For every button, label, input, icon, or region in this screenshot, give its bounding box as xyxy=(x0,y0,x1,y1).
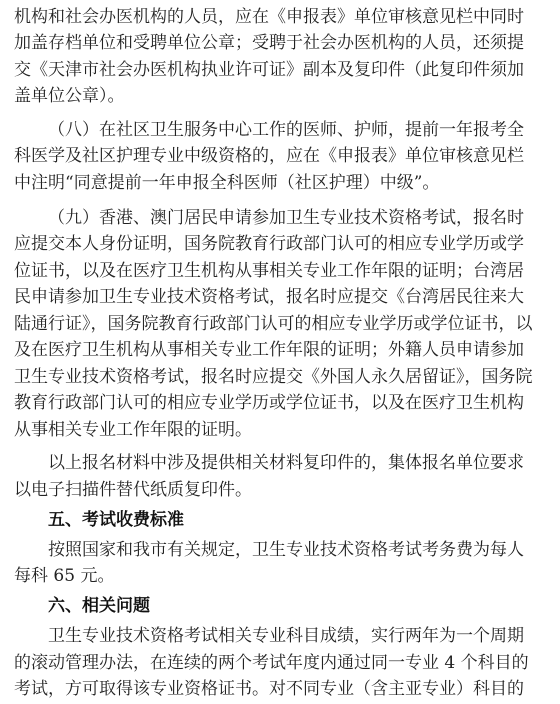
paragraph-line: （九）香港、澳门居民申请参加卫生专业技术资格考试，报名时 xyxy=(48,207,524,228)
paragraph-line: 按照国家和我市有关规定，卫生专业技术资格考试考务费为每人 xyxy=(48,539,524,560)
paragraph-line: 以电子扫描件替代纸质复印件。 xyxy=(14,479,252,500)
paragraph-line: 加盖存档单位和受聘单位公章；受聘于社会办医机构的人员，还须提 xyxy=(14,33,524,54)
section-heading: 五、考试收费标准 xyxy=(48,509,184,530)
paragraph-line: 中注明“同意提前一年申报全科医师（社区护理）中级”。 xyxy=(14,172,440,193)
paragraph-line: 从事相关专业工作年限的证明。 xyxy=(14,419,252,440)
paragraph-line: 科医学及社区护理专业中级资格的，应在《申报表》单位审核意见栏 xyxy=(14,146,524,167)
paragraph-line: 的滚动管理办法，在连续的两个考试年度内通过同一专业 4 个科目的 xyxy=(14,652,529,673)
paragraph-line: 民申请参加卫生专业技术资格考试，报名时应提交《台湾居民往来大 xyxy=(14,287,524,308)
paragraph-line: 陆通行证》，国务院教育行政部门认可的相应专业学历或学位证书，以 xyxy=(14,313,533,334)
section-heading: 六、相关问题 xyxy=(48,596,150,617)
paragraph-line: 交《天津市社会办医机构执业许可证》副本及复印件（此复印件须加 xyxy=(14,59,524,80)
paragraph-line: 盖单位公章）。 xyxy=(14,86,125,107)
paragraph-line: 每科 65 元。 xyxy=(14,566,115,587)
paragraph-line: 以上报名材料中涉及提供相关材料复印件的，集体报名单位要求 xyxy=(48,453,524,474)
paragraph-line: 位证书，以及在医疗卫生机构从事相关专业工作年限的证明；台湾居 xyxy=(14,260,524,281)
paragraph-line: 及在医疗卫生机构从事相关专业工作年限的证明；外籍人员申请参加 xyxy=(14,340,524,361)
paragraph-line: 应提交本人身份证明，国务院教育行政部门认可的相应专业学历或学 xyxy=(14,234,524,255)
paragraph-line: （八）在社区卫生服务中心工作的医师、护师，提前一年报考全 xyxy=(48,119,524,140)
paragraph-line: 机构和社会办医机构的人员，应在《申报表》单位审核意见栏中同时 xyxy=(14,6,524,27)
paragraph-line: 教育行政部门认可的相应专业学历或学位证书，以及在医疗卫生机构 xyxy=(14,393,524,414)
paragraph-line: 考试，方可取得该专业资格证书。对不同专业（含主亚专业）科目的 xyxy=(14,679,524,699)
paragraph-line: 卫生专业技术资格考试相关专业科目成绩，实行两年为一个周期 xyxy=(48,626,524,647)
paragraph-line: 卫生专业技术资格考试，报名时应提交《外国人永久居留证》，国务院 xyxy=(14,366,533,387)
